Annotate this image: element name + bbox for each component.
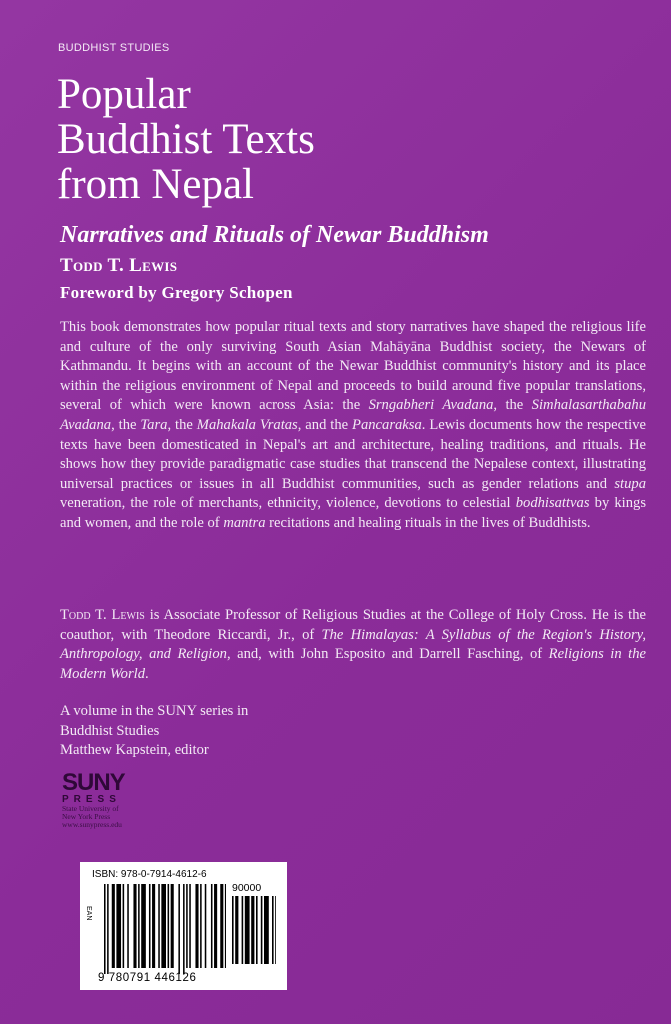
ean-label: EAN [85,906,92,921]
author-bio [60,606,646,684]
title-line: from Nepal [57,161,255,208]
description-italic: Srngabheri Avadana [368,397,494,414]
publisher-line: New York Press [62,812,111,821]
bio-text: is Associate Professor of Religious Studies at the College of Holy Cross. He is the coauthor, with Theodore Riccardi, Jr., of [60,607,646,643]
description-text: recitations and healing rituals in the lives of Buddhists. [265,514,591,531]
series-note-line: Matthew Kapstein, editor [60,742,209,758]
bio-author-name: Todd T. Lewis [60,607,145,623]
bio-text: . [145,665,149,682]
logo-wordmark: SUNY [62,769,125,796]
publisher-line: www.sunypress.edu [62,820,122,829]
bio-italic: The Himalayas: A Syllabus of the Region's History, Anthropology, and Religion [60,626,646,663]
description-text: . Lewis documents how the respective texts have been domesticated in Nepal's art and architecture, healing traditions, and rituals. He shows how they provide paradigmatic case studies that transcend the Nepalese context, illustrating universal practices or issues in all Buddhist communities, such as gender relations and [60,416,647,492]
description-italic: Tara [140,416,168,433]
title-line: Popular [57,71,191,118]
book-subtitle: Narratives and Rituals of Newar Buddhism [60,222,489,248]
description-italic: mantra [223,514,266,531]
description-text: , the [493,397,532,414]
series-note [60,702,248,761]
description-text: , the [111,416,141,433]
description-text: by kings and women, and the role of [60,495,647,531]
description-text: , and the [297,416,353,433]
book-description [60,318,646,534]
barcode-addon-bars [232,896,276,970]
series-note-line: Buddhist Studies [60,722,160,739]
series-label: BUDDHIST STUDIES [58,42,170,54]
book-title [57,72,617,207]
publisher-info [62,805,172,829]
publisher-line: State University of [62,804,119,813]
bio-text: , and, with John Esposito and Darrell Fasching, of [226,646,549,663]
author-name: Todd T. Lewis [60,255,178,276]
description-italic: Simhalasarthabahu Avadana [60,397,646,433]
bio-italic: Religions in the Modern World [60,646,646,682]
description-italic: Mahakala Vratas [196,416,298,433]
isbn-number: ISBN: 978-0-7914-4612-6 [92,869,207,880]
logo-press-text: PRESS [62,794,121,805]
description-italic: Pancaraksa [352,416,422,433]
title-line: Buddhist Texts [57,116,315,163]
series-note-line: A volume in the SUNY series in [60,703,249,719]
description-italic: stupa [614,475,646,492]
barcode-bars [104,884,226,974]
barcode-digits: 9 780791 446126 [98,972,197,984]
description-text: This book demonstrates how popular ritual texts and story narratives have shaped the religious life and culture of the only surviving South Asian Mahāyāna Buddhist society, the Newars of Kathmandu. It begins with an account of the Newar Buddhist community's history and its place within the religious environment of Nepal and proceeds to build around five popular translations, several of which were known across Asia: the [60,319,646,414]
foreword-credit: Foreword by Gregory Schopen [60,283,293,302]
barcode-addon-number: 90000 [232,882,262,894]
description-text: , the [167,416,197,433]
barcode-panel [80,862,287,990]
description-italic: bodhisattvas [515,495,590,512]
description-text: veneration, the role of merchants, ethnicity, violence, devotions to celestial [60,495,516,512]
suny-press-logo [62,769,172,829]
